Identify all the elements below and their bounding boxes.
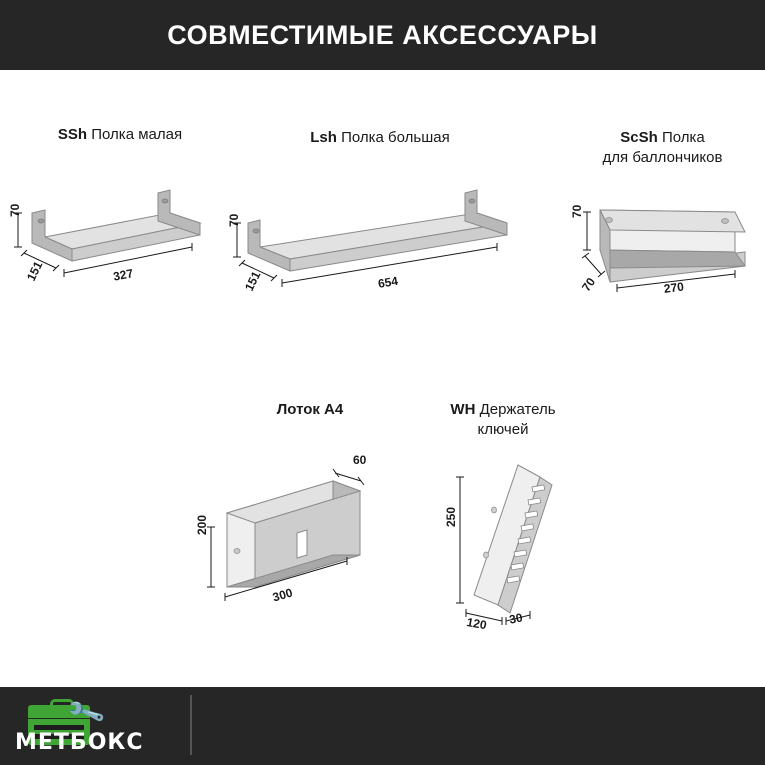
product-scsh-title — [570, 128, 755, 168]
dim-ssh-height: 70 — [8, 203, 22, 217]
product-wh-drawing — [440, 455, 590, 635]
product-wh-title — [418, 400, 588, 440]
dim-scsh-height: 70 — [570, 204, 584, 218]
product-tray — [210, 400, 410, 420]
product-tray-drawing — [175, 455, 405, 625]
product-ssh-title — [20, 125, 220, 145]
page-header — [0, 0, 765, 70]
product-wh-code: WH — [450, 401, 476, 418]
product-lsh-drawing — [227, 185, 532, 315]
dim-tray-height: 200 — [195, 514, 209, 535]
product-tray-title — [210, 400, 410, 420]
product-scsh-name2: для баллончиков — [602, 149, 723, 166]
brand-logo — [10, 691, 185, 757]
product-scsh-drawing — [565, 190, 760, 320]
product-scsh-name: Полка — [661, 129, 705, 146]
product-lsh-title — [240, 128, 520, 148]
product-ssh-name: Полка малая — [91, 126, 183, 143]
product-lsh-name: Полка большая — [341, 129, 450, 146]
product-lsh-code: Lsh — [310, 129, 337, 146]
product-wh — [418, 400, 588, 440]
product-wh-name: Держатель — [479, 401, 556, 418]
dim-scsh-width: 270 — [663, 279, 685, 296]
dim-wh-width: 120 — [465, 615, 488, 633]
product-tray-code: Лоток A4 — [276, 401, 344, 418]
dim-scsh-depth: 70 — [579, 275, 599, 295]
page-title: СОВМЕСТИМЫЕ АКСЕССУАРЫ — [167, 19, 598, 50]
dim-lsh-width: 654 — [377, 273, 399, 291]
dim-lsh-depth: 151 — [242, 268, 264, 294]
product-ssh-code: SSh — [57, 126, 88, 143]
dim-wh-depth: 30 — [508, 610, 524, 627]
footer-divider — [190, 695, 192, 755]
wrench-icon: 🔧 — [64, 691, 107, 733]
dim-wh-height: 250 — [444, 506, 458, 527]
dim-ssh-width: 327 — [112, 266, 135, 284]
product-ssh-drawing — [10, 185, 220, 315]
product-scsh — [570, 128, 755, 168]
product-lsh — [240, 128, 520, 148]
product-ssh — [20, 125, 220, 145]
dim-ssh-depth: 151 — [24, 258, 46, 284]
dim-lsh-height: 70 — [227, 213, 241, 227]
dim-tray-depth: 60 — [353, 453, 367, 467]
product-wh-name2: ключей — [477, 421, 529, 438]
product-scsh-code: ScSh — [620, 129, 658, 146]
dim-tray-width: 300 — [271, 585, 295, 605]
page-footer — [0, 687, 765, 765]
brand-name: МЕТБОКС — [15, 730, 144, 755]
